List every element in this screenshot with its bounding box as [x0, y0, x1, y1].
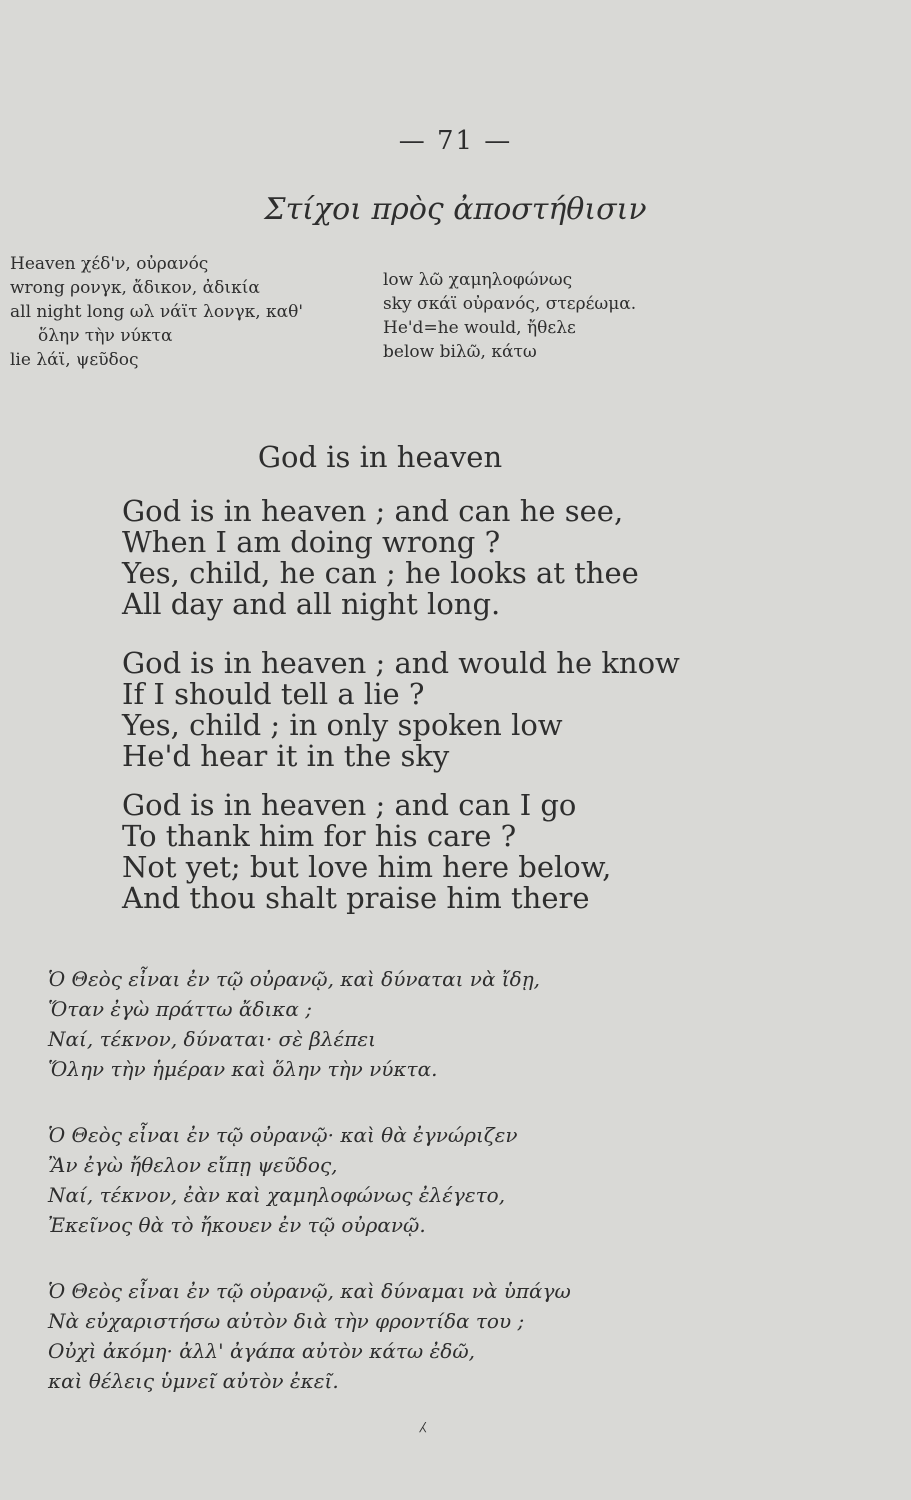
poem-line: To thank him for his care ? — [122, 819, 517, 853]
poem-line: When I am doing wrong ? — [122, 525, 501, 559]
greek-stanza — [48, 964, 768, 1084]
poem-line: Yes, child, he can ; he looks at thee — [122, 556, 639, 590]
english-stanza — [122, 496, 742, 620]
vocabulary-list-right — [383, 268, 703, 364]
poem-line: God is in heaven ; and would he know — [122, 646, 680, 680]
translation-line: Ἂν ἐγὼ ἤθελον εἴπῃ ψεῦδος, — [48, 1153, 338, 1177]
translation-line: Ὅταν ἐγὼ πράττω ἄδικα ; — [48, 997, 313, 1021]
vocabulary-list-left — [10, 252, 370, 372]
translation-line: καὶ θέλεις ὑμνεῖ αὐτὸν ἐκεῖ. — [48, 1369, 339, 1393]
poem-line: Yes, child ; in only spoken low — [122, 708, 563, 742]
vocab-entry: wrong ρονγκ, ἄδικον, ἀδικία — [10, 278, 260, 298]
ink-mark-icon: ⁁ — [420, 1408, 426, 1433]
poem-title: God is in heaven — [257, 440, 503, 474]
translation-line: Ὁ Θεὸς εἶναι ἐν τῷ οὐρανῷ· καὶ θὰ ἐγνώριζεν — [48, 1123, 518, 1147]
translation-line: Ὁ Θεὸς εἶναι ἐν τῷ οὐρανῷ, καὶ δύναται νὰ ἴδῃ, — [48, 967, 541, 991]
page-number: — 71 — — [398, 126, 513, 156]
section-title: Στίχοι πρὸς ἀποστήθισιν — [264, 192, 647, 227]
english-stanza — [122, 790, 742, 914]
translation-line: Νὰ εὐχαριστήσω αὐτὸν διὰ τὴν φροντίδα του ; — [48, 1309, 525, 1333]
translation-line: Ὁ Θεὸς εἶναι ἐν τῷ οὐρανῷ, καὶ δύναμαι νὰ ὑπάγω — [48, 1279, 571, 1303]
vocab-entry: Heaven χέδ'ν, οὐρανός — [10, 254, 209, 274]
poem-line: Not yet; but love him here below, — [122, 850, 612, 884]
greek-stanza — [48, 1120, 768, 1240]
vocab-entry: He'd=he would, ἤθελε — [383, 318, 576, 338]
translation-line: Ναί, τέκνον, ἐὰν καὶ χαμηλοφώνως ἐλέγετο, — [48, 1183, 506, 1207]
poem-line: And thou shalt praise him there — [122, 881, 590, 915]
translation-line: Ὅλην τὴν ἡμέραν καὶ ὅλην τὴν νύκτα. — [48, 1057, 438, 1081]
vocab-entry: below biλῶ, κάτω — [383, 342, 537, 362]
translation-line: Ναί, τέκνον, δύναται· σὲ βλέπει — [48, 1027, 376, 1051]
vocab-entry: all night long ωλ νάϊτ λονγκ, καθ' — [10, 302, 304, 322]
poem-line: All day and all night long. — [122, 587, 501, 621]
translation-line: Ἐκεῖνος θὰ τὸ ἤκουεν ἐν τῷ οὐρανῷ. — [48, 1213, 426, 1237]
translation-line: Οὐχὶ ἀκόμη· ἀλλ' ἀγάπα αὐτὸν κάτω ἐδῶ, — [48, 1339, 475, 1363]
vocab-entry: sky σκάϊ οὐρανός, στερέωμα. — [383, 294, 637, 314]
vocab-entry: ὅλην τὴν νύκτα — [38, 326, 173, 346]
poem-line: God is in heaven ; and can he see, — [122, 494, 624, 528]
vocab-entry: low λῶ χαμηλοφώνως — [383, 270, 573, 290]
greek-stanza — [48, 1276, 768, 1396]
poem-line: If I should tell a lie ? — [122, 677, 425, 711]
poem-line: God is in heaven ; and can I go — [122, 788, 577, 822]
english-stanza — [122, 648, 742, 772]
poem-line: He'd hear it in the sky — [122, 739, 450, 773]
vocab-entry: lie λάϊ, ψεῦδος — [10, 350, 139, 370]
